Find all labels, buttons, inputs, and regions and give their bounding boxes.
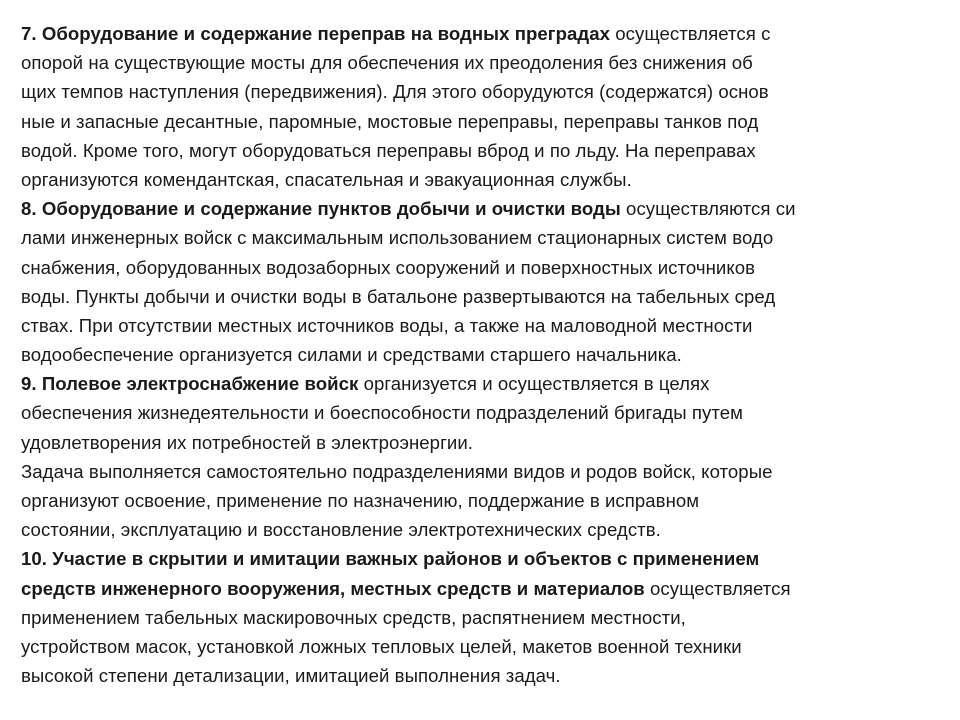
text-line [21,136,946,165]
text-run: снабжения, оборудованных водозаборных сооружений и поверхностных источников [21,256,756,278]
text-line [21,661,946,690]
text-run: опорой на существующие мосты для обеспечения их преодоления без снижения об [21,52,753,74]
text-line [21,486,946,515]
bold-text-run: средств инженерного вооружения, местных средств и материалов [21,577,645,599]
text-line [21,48,946,77]
text-run: ствах. При отсутствии местных источников воды, а также на маловодной местности [21,314,753,336]
text-line [21,603,946,632]
text-line [21,77,946,106]
text-run: осуществляется с [610,23,771,44]
text-run: водой. Кроме того, могут оборудоваться переправы вброд и по льду. На переправах [21,139,756,161]
text-run: удовлетворения их потребностей в электроэнергии. [21,431,473,453]
text-line [21,574,946,603]
text-line [21,282,946,311]
text-line [21,311,946,340]
text-run: высокой степени детализации, имитацией выполнения задач. [21,665,561,687]
bold-text-run: 8. Оборудование и содержание пунктов добычи и очистки воды [21,198,621,220]
bold-text-run: 7. Оборудование и содержание переправ на водных преградах [21,23,611,44]
text-line [21,253,946,282]
text-run: водообеспечение организуется силами и средствами старшего начальника. [21,344,682,366]
text-run: организуются комендантская, спасательная и эвакуационная службы. [21,168,632,190]
text-line [21,632,946,661]
text-run: применением табельных маскировочных средств, распятнением местности, [21,606,686,628]
text-run: организуют освоение, применение по назначению, поддержание в исправном [21,490,700,511]
bold-text-run: 10. Участие в скрытии и имитации важных районов и объектов с применением [21,548,760,570]
text-line [21,428,946,457]
text-run: осуществляется [644,577,791,599]
text-line [21,223,946,252]
text-line [21,544,946,573]
document-text [21,19,946,690]
text-line [21,165,946,194]
text-run: Задача выполняется самостоятельно подразделениями видов и родов войск, которые [21,460,773,482]
text-run: щих темпов наступления (передвижения). Для этого оборудуются (содержатся) основ [21,81,769,103]
text-run: воды. Пункты добычи и очистки воды в батальоне развертываются на табельных сред [21,285,776,307]
text-line [21,19,946,48]
text-line [21,107,946,136]
text-run: обеспечения жизнедеятельности и боеспособности подразделений бригады путем [21,402,743,424]
bold-text-run: 9. Полевое электроснабжение войск [21,373,359,395]
text-run: состоянии, эксплуатацию и восстановление электротехнических средств. [21,519,661,541]
text-line [21,340,946,369]
text-line [21,457,946,486]
text-line [21,194,946,223]
text-line [21,515,946,544]
text-run: ные и запасные десантные, паромные, мостовые переправы, переправы танков под [21,110,759,132]
text-run: осуществляются си [620,198,796,220]
text-run: устройством масок, установкой ложных тепловых целей, макетов военной техники [21,635,742,657]
text-line [21,369,946,398]
text-run: лами инженерных войск с максимальным использованием стационарных систем водо [21,227,774,249]
text-run: организуется и осуществляется в целях [358,373,710,395]
text-line [21,398,946,427]
